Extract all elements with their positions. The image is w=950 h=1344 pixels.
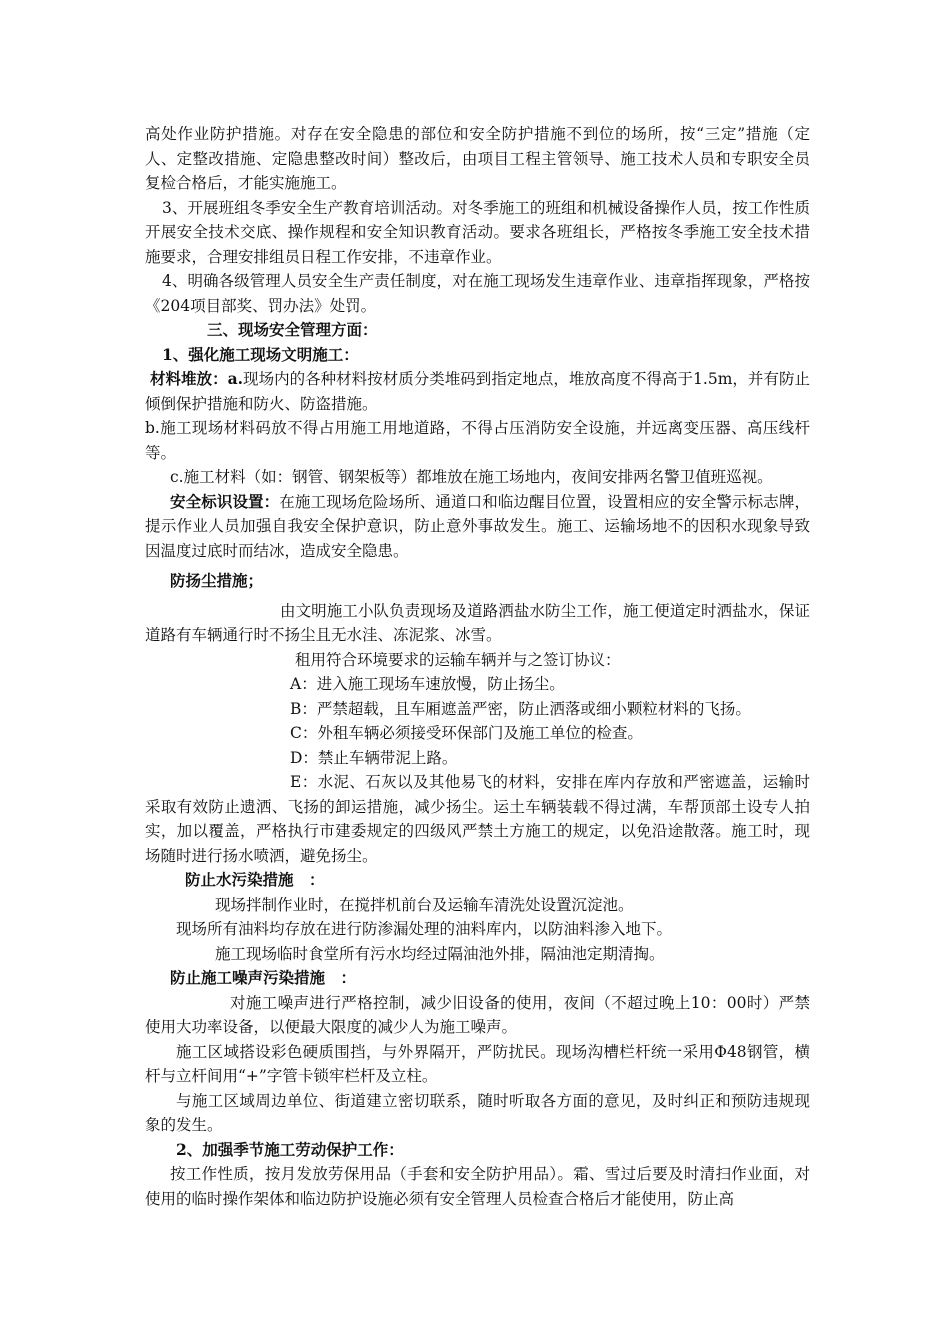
paragraph-noise-1: 对施工噪声进行严格控制，减少旧设备的使用，夜间（不超过晚上10：00时）严禁使用大功率设备，以便最大限度的减少人为施工噪声。 <box>145 993 810 1036</box>
paragraph-protection-measures: 高处作业防护措施。对存在安全隐患的部位和安全防护措施不到位的场所，按“三定”措施（定人、定整改措施、定隐患整改时间）整改后，由项目工程主管领导、施工技术人员和专职安全员复检合格后，才能实施施工。 <box>145 125 810 192</box>
paragraph-item-4-responsibility: 4、明确各级管理人员安全生产责任制度，对在施工现场发生违章作业、违章指挥现象，严格按《204项目部奖、罚办法》处罚。 <box>145 272 810 315</box>
paragraph-dust-2: 租用符合环境要求的运输车辆并与之签订协议： <box>295 650 621 669</box>
paragraph-noise-3: 与施工区域周边单位、街道建立密切联系，随时听取各方面的意见，及时纠正和预防违规现象的发生。 <box>145 1091 810 1134</box>
subsection-heading-labor-protection: 2、加强季节施工劳动保护工作： <box>176 1139 404 1159</box>
noise-pollution-heading: 防止施工噪声污染措施 ： <box>170 968 357 987</box>
paragraph-dust-1: 由文明施工小队负责现场及道路洒盐水防尘工作，施工便道定时洒盐水，保证道路有车辆通行时不扬尘且无水洼、冻泥浆、冰雪。 <box>145 601 810 644</box>
paragraph-dust-a: A：进入施工现场车速放慢，防止扬尘。 <box>290 675 565 693</box>
paragraph-item-3-training: 3、开展班组冬季安全生产教育培训活动。对冬季施工的班组和机械设备操作人员，按工作性质开展安全技术交底、操作规程和安全知识教育活动。要求各班组长，严格按冬季施工安全技术措施要求，合理安排组员日程工作安排，不违章作业。 <box>145 198 810 266</box>
paragraph-water-3: 施工现场临时食堂所有污水均经过隔油池外排，隔油池定期清掏。 <box>215 944 665 963</box>
safety-signs-text: 在施工现场危险场所、通道口和临边醒目位置，设置相应的安全警示标志牌，提示作业人员加强自我安全保护意识，防止意外事故发生。施工、运输场地不的因积水现象导致因温度过底时而结冰，造成安全隐患。 <box>145 492 810 560</box>
document-body <box>145 122 810 1211</box>
paragraph-dust-c: C：外租车辆必须接受环保部门及施工单位的检查。 <box>290 724 643 742</box>
subsection-heading-civilized-construction: 1、强化施工现场文明施工： <box>162 344 359 364</box>
paragraph-water-2: 现场所有油料均存放在进行防渗漏处理的油料库内，以防油料渗入地下。 <box>176 920 673 938</box>
paragraph-material-stacking <box>145 367 810 416</box>
paragraph-water-1: 现场拌制作业时，在搅拌机前台及运输车清洗处设置沉淀池。 <box>215 895 634 914</box>
paragraph-labor-protection: 按工作性质，按月发放劳保用品（手套和安全防护用品）。霜、雪过后要及时清扫作业面，对使用的临时操作架体和临边防护设施必须有安全管理人员检查合格后才能使用，防止高 <box>145 1165 810 1208</box>
paragraph-dust-e: E：水泥、石灰以及其他易飞的材料，安排在库内存放和严密遮盖，运输时采取有效防止遗洒、飞扬的卸运措施，减少扬尘。运土车辆装载不得过满，车帮顶部土设专人拍实，加以覆盖，严格执行市建委规定的四级风严禁土方施工的规定，以免沿途散落。施工时，现场随时进行扬水喷洒，避免扬尘。 <box>145 773 810 865</box>
paragraph-dust-b: B：严禁超载，且车厢遮盖严密，防止洒落或细小颗粒材料的飞扬。 <box>290 699 751 718</box>
section-heading-site-safety: 三、现场安全管理方面： <box>207 320 378 339</box>
paragraph-dust-d: D：禁止车辆带泥上路。 <box>290 748 458 767</box>
material-stacking-label: 材料堆放：a. <box>150 369 244 388</box>
dust-measures-heading: 防扬尘措施； <box>170 571 264 590</box>
paragraph-material-b: b.施工现场材料码放不得占用施工用地道路，不得占压消防安全设施，并远离变压器、高压线杆等。 <box>145 419 810 462</box>
paragraph-noise-2: 施工区域搭设彩色硬质围挡，与外界隔开，严防扰民。现场沟槽栏杆统一采用Φ48钢管，横杆与立杆间用“+”字管卡锁牢栏杆及立柱。 <box>145 1042 810 1085</box>
safety-signs-label: 安全标识设置： <box>170 491 280 511</box>
paragraph-safety-signs <box>145 490 810 564</box>
material-stacking-text: 现场内的各种材料按材质分类堆码到指定地点，堆放高度不得高于1.5m，并有防止倾倒保护措施和防火、防盗措施。 <box>145 370 810 413</box>
water-pollution-heading: 防止水污染措施 ： <box>185 870 325 889</box>
paragraph-material-c: c.施工材料（如：钢管、钢架板等）都堆放在施工场地内，夜间安排两名警卫值班巡视。 <box>170 468 773 486</box>
